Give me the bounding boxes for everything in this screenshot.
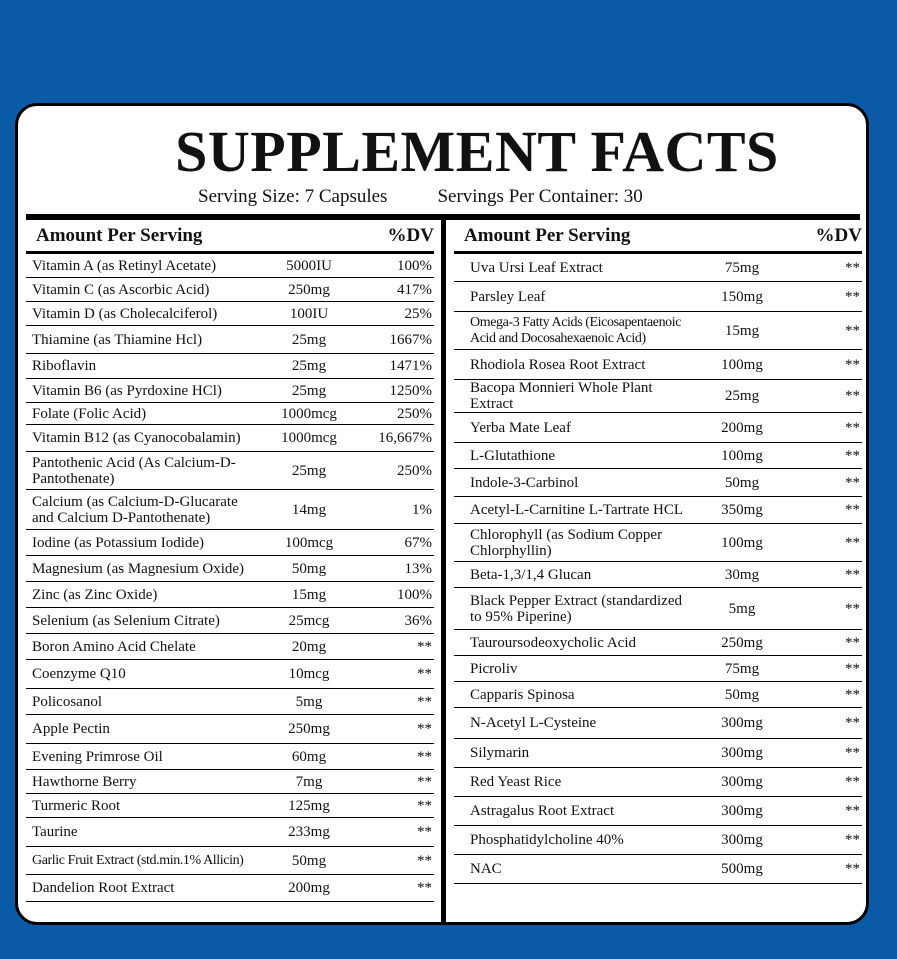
amount-per-serving-header: Amount Per Serving	[36, 224, 203, 246]
nutrient-row	[454, 562, 862, 588]
nutrient-row	[454, 380, 862, 413]
nutrient-amount: 300mg	[721, 745, 763, 761]
nutrient-amount: 500mg	[721, 861, 763, 877]
page-title: SUPPLEMENT FACTS	[175, 119, 779, 184]
nutrient-name: L-Glutathione	[470, 447, 555, 464]
nutrient-amount: 250mg	[288, 281, 330, 298]
nutrient-name: Red Yeast Rice	[470, 774, 562, 790]
nutrient-dv: **	[845, 388, 860, 404]
nutrient-row	[26, 326, 434, 354]
nutrient-name: Phosphatidylcholine 40%	[470, 832, 624, 848]
nutrient-dv: **	[417, 797, 432, 814]
nutrient-dv: 100%	[397, 257, 432, 274]
nutrient-row	[26, 770, 434, 794]
nutrient-amount: 25mg	[291, 382, 327, 399]
nutrient-row	[26, 254, 434, 278]
nutrient-row	[26, 379, 434, 403]
nutrient-row	[26, 530, 434, 556]
nutrient-dv: 67%	[404, 534, 432, 551]
nutrient-amount: 200mg	[721, 419, 763, 436]
nutrient-dv: 1471%	[389, 358, 432, 374]
nutrient-amount: 1000mcg	[281, 405, 337, 422]
nutrient-name: Policosanol	[32, 693, 102, 710]
nutrient-amount: 20mg	[291, 638, 327, 655]
nutrient-name: Black Pepper Extract (standardized to 95% Piperine)	[470, 592, 682, 625]
nutrient-amount: 14mg	[291, 501, 327, 518]
nutrient-row	[26, 302, 434, 326]
right-rows	[454, 254, 862, 884]
nutrient-row	[26, 490, 434, 530]
nutrient-row	[454, 630, 862, 656]
nutrient-amount: 125mg	[288, 797, 330, 814]
nutrient-amount: 100mg	[721, 534, 763, 551]
serving-size: Serving Size: 7 Capsules	[198, 186, 388, 207]
serving-info	[198, 186, 643, 208]
nutrient-dv: 25%	[404, 305, 432, 322]
nutrient-dv: 1250%	[389, 382, 432, 399]
nutrient-dv: **	[845, 288, 860, 305]
nutrient-dv: **	[417, 852, 432, 869]
nutrient-name: N-Acetyl L-Cysteine	[470, 715, 597, 731]
nutrient-name: Capparis Spinosa	[470, 686, 575, 703]
nutrient-row	[454, 254, 862, 282]
nutrient-name: Selenium (as Selenium Citrate)	[32, 612, 220, 629]
nutrient-row	[454, 826, 862, 855]
left-column-header	[26, 220, 434, 254]
nutrient-row	[26, 634, 434, 660]
nutrient-dv: **	[845, 715, 860, 731]
nutrient-amount: 25mg	[724, 388, 760, 404]
nutrient-amount: 10mcg	[288, 666, 330, 682]
nutrient-name: NAC	[470, 861, 502, 877]
nutrient-row	[26, 278, 434, 302]
nutrient-name: Turmeric Root	[32, 797, 121, 814]
nutrient-row	[454, 768, 862, 797]
nutrient-amount: 200mg	[288, 880, 330, 896]
servings-per-container: Servings Per Container: 30	[437, 186, 643, 207]
nutrient-name: Chlorophyll (as Sodium Copper Chlorphyllin)	[470, 526, 663, 559]
nutrient-amount: 50mg	[291, 852, 327, 869]
supplement-facts-panel	[15, 103, 869, 925]
nutrient-amount: 250mg	[721, 634, 763, 651]
nutrient-name: Tauroursodeoxycholic Acid	[470, 634, 636, 651]
nutrient-dv: 13%	[404, 560, 432, 577]
nutrient-name: Evening Primrose Oil	[32, 748, 163, 765]
nutrient-row	[26, 354, 434, 379]
nutrient-dv: **	[845, 502, 860, 518]
nutrient-name: Iodine (as Potassium Iodide)	[32, 534, 205, 551]
nutrient-row	[26, 875, 434, 902]
nutrient-dv: **	[845, 745, 860, 761]
nutrient-name: Vitamin A (as Retinyl Acetate)	[32, 257, 217, 274]
nutrient-name: Beta-1,3/1,4 Glucan	[470, 566, 592, 583]
nutrient-dv: 250%	[397, 462, 432, 479]
nutrient-name: Parsley Leaf	[470, 288, 546, 305]
nutrient-name: Vitamin B12 (as Cyanocobalamin)	[32, 430, 241, 446]
nutrient-amount: 25mcg	[288, 612, 330, 629]
nutrient-row	[26, 556, 434, 582]
nutrient-name: Indole-3-Carbinol	[470, 474, 579, 491]
nutrient-amount: 60mg	[291, 748, 327, 765]
nutrient-name: Apple Pectin	[32, 721, 110, 737]
nutrient-row	[454, 656, 862, 682]
nutrient-row	[26, 660, 434, 689]
nutrient-amount: 100mg	[721, 356, 763, 373]
nutrient-name: Acetyl-L-Carnitine L-Tartrate HCL	[470, 502, 684, 518]
nutrient-dv: **	[845, 803, 860, 819]
nutrient-row	[26, 582, 434, 608]
nutrient-name: Rhodiola Rosea Root Extract	[470, 356, 646, 373]
nutrient-dv: 100%	[397, 586, 432, 603]
nutrient-name: Vitamin D (as Cholecalciferol)	[32, 305, 218, 322]
nutrient-row	[454, 282, 862, 312]
nutrient-name: Uva Ursi Leaf Extract	[470, 259, 603, 276]
nutrient-dv: 36%	[404, 612, 432, 629]
nutrient-row	[454, 312, 862, 350]
nutrient-amount: 233mg	[288, 824, 330, 840]
nutrient-amount: 25mg	[291, 462, 327, 479]
nutrient-amount: 300mg	[721, 832, 763, 848]
nutrient-name: Folate (Folic Acid)	[32, 405, 147, 422]
nutrient-name: Zinc (as Zinc Oxide)	[32, 586, 158, 603]
nutrient-row	[454, 443, 862, 469]
nutrient-dv: **	[417, 721, 432, 737]
nutrient-name: Picroliv	[470, 660, 518, 677]
nutrient-amount: 7mg	[295, 773, 323, 790]
nutrient-amount: 75mg	[724, 660, 760, 677]
nutrient-name: Vitamin C (as Ascorbic Acid)	[32, 281, 210, 298]
nutrient-amount: 15mg	[724, 322, 760, 339]
nutrient-row	[26, 794, 434, 818]
nutrient-dv: **	[845, 447, 860, 464]
nutrient-amount: 75mg	[724, 259, 760, 276]
nutrient-dv: **	[845, 259, 860, 276]
nutrient-amount: 300mg	[721, 774, 763, 790]
nutrient-dv: 250%	[397, 405, 432, 422]
nutrient-amount: 5mg	[295, 693, 323, 710]
nutrient-amount: 50mg	[291, 560, 327, 577]
nutrient-name: Coenzyme Q10	[32, 666, 126, 682]
nutrient-amount: 300mg	[721, 715, 763, 731]
nutrient-name: Calcium (as Calcium-D-Glucarate and Calcium D-Pantothenate)	[32, 493, 238, 526]
nutrient-dv: **	[845, 861, 860, 877]
nutrient-row	[26, 847, 434, 875]
nutrient-dv: **	[845, 534, 860, 551]
nutrient-name: Taurine	[32, 824, 78, 840]
nutrient-row	[26, 403, 434, 425]
nutrient-row	[454, 682, 862, 708]
nutrient-dv: **	[845, 832, 860, 848]
right-column-header	[454, 220, 862, 254]
nutrient-dv: **	[845, 600, 860, 617]
nutrient-amount: 100mg	[721, 447, 763, 464]
nutrient-name: Magnesium (as Magnesium Oxide)	[32, 560, 245, 577]
nutrient-amount: 300mg	[721, 803, 763, 819]
nutrient-dv: **	[845, 322, 860, 339]
nutrient-name: Vitamin B6 (as Pyrdoxine HCl)	[32, 382, 222, 399]
nutrient-dv: **	[417, 638, 432, 655]
nutrient-name: Boron Amino Acid Chelate	[32, 638, 196, 655]
nutrient-row	[454, 855, 862, 884]
nutrient-amount: 350mg	[721, 502, 763, 518]
nutrient-row	[454, 708, 862, 739]
nutrient-dv: 16,667%	[378, 430, 432, 446]
left-rows	[26, 254, 434, 902]
nutrient-dv: **	[417, 824, 432, 840]
nutrient-amount: 5000IU	[286, 257, 332, 274]
nutrient-dv: 1667%	[389, 331, 432, 348]
nutrient-amount: 100IU	[289, 305, 329, 322]
nutrient-row	[26, 715, 434, 744]
nutrient-name: Riboflavin	[32, 358, 97, 374]
nutrient-row	[26, 689, 434, 715]
nutrient-amount: 25mg	[291, 358, 327, 374]
nutrient-row	[454, 524, 862, 562]
nutrient-dv: **	[417, 693, 432, 710]
nutrient-row	[454, 739, 862, 768]
nutrient-name: Yerba Mate Leaf	[470, 419, 571, 436]
nutrient-row	[454, 469, 862, 497]
nutrient-amount: 25mg	[291, 331, 327, 348]
nutrient-row	[26, 608, 434, 634]
nutrient-dv: **	[845, 419, 860, 436]
nutrient-row	[454, 413, 862, 443]
nutrient-dv: **	[417, 748, 432, 765]
nutrient-amount: 1000mcg	[281, 430, 337, 446]
nutrient-amount: 15mg	[291, 586, 327, 603]
nutrient-name: Silymarin	[470, 745, 530, 761]
nutrient-row	[454, 350, 862, 380]
nutrient-name: Dandelion Root Extract	[32, 880, 175, 896]
amount-per-serving-header: Amount Per Serving	[464, 224, 631, 246]
nutrient-row	[26, 818, 434, 847]
nutrient-amount: 30mg	[724, 566, 760, 583]
nutrient-dv: **	[417, 880, 432, 896]
nutrient-name: Hawthorne Berry	[32, 773, 137, 790]
nutrient-amount: 50mg	[724, 474, 760, 491]
nutrient-dv: **	[417, 773, 432, 790]
nutrient-name: Pantothenic Acid (As Calcium-D-Pantothenate)	[32, 454, 236, 487]
nutrient-amount: 5mg	[728, 600, 756, 617]
nutrient-dv: 417%	[397, 281, 432, 298]
nutrient-name: Garlic Fruit Extract (std.min.1% Allicin)	[32, 852, 244, 868]
right-column	[454, 220, 862, 884]
nutrient-name: Thiamine (as Thiamine Hcl)	[32, 331, 203, 348]
nutrient-dv: **	[845, 634, 860, 651]
nutrient-dv: **	[845, 686, 860, 703]
nutrient-amount: 150mg	[721, 288, 763, 305]
nutrient-amount: 250mg	[288, 721, 330, 737]
nutrient-dv: **	[417, 666, 432, 682]
nutrient-row	[26, 744, 434, 770]
nutrient-name: Astragalus Root Extract	[470, 803, 615, 819]
column-divider	[441, 214, 446, 922]
nutrient-dv: **	[845, 356, 860, 373]
left-column	[26, 220, 434, 902]
nutrient-name: Omega-3 Fatty Acids (Eicosapentaenoic Acid and Docosahexaenoic Acid)	[470, 314, 682, 346]
nutrient-dv: **	[845, 774, 860, 790]
nutrient-name: Bacopa Monnieri Whole Plant Extract	[470, 380, 653, 412]
nutrient-row	[454, 497, 862, 524]
nutrient-row	[26, 452, 434, 490]
nutrient-row	[26, 425, 434, 452]
nutrient-row	[454, 588, 862, 630]
nutrient-dv: **	[845, 474, 860, 491]
nutrient-dv: **	[845, 566, 860, 583]
dv-header: %DV	[387, 224, 434, 246]
nutrient-amount: 100mcg	[284, 534, 334, 551]
nutrient-amount: 50mg	[724, 686, 760, 703]
nutrient-dv: 1%	[412, 501, 432, 518]
nutrient-dv: **	[845, 660, 860, 677]
nutrient-row	[454, 797, 862, 826]
dv-header: %DV	[815, 224, 862, 246]
